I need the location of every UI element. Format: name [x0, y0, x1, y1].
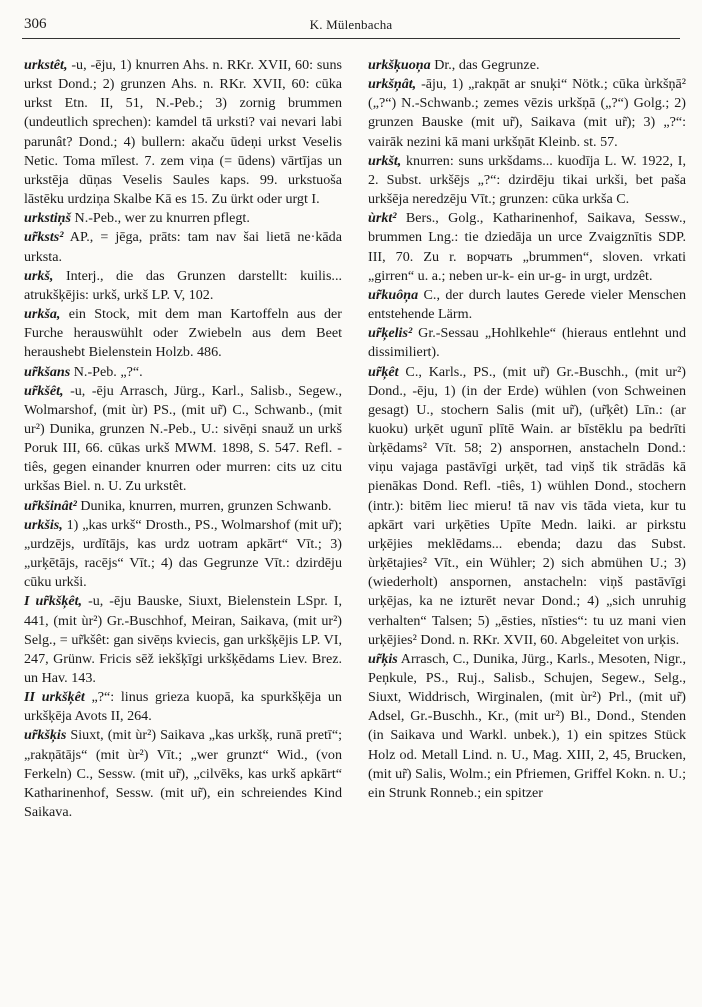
- entry-body: -u, -ēju Bauske, Siuxt, Bielenstein LSpr. I, 441, (mit ùr²) Gr.-Buschhof, Meiran, Saikava, (mit ur²) Selg., = ur̃kšêt: gan sivēņs kviecis, gan urkšķējis LP. VI, 247, Grünw. Fricis sēž iekšķīgi urkšķēdams Liev. Brez. un Hav. 143.: [24, 593, 343, 686]
- entry-body: Dunika, knurren, murren, grunzen Schwanb.: [76, 497, 332, 514]
- entry-headword: urkstiņš: [24, 210, 72, 227]
- dictionary-entry: [368, 75, 686, 152]
- entry-body: N.-Peb. „?“.: [70, 363, 143, 380]
- entry-body: -u, -ēju Arrasch, Jürg., Karl., Salisb., Segew., Wolmarshof, (mit ùr) PS., (mit ur̃) C., Schwanb., (mit ur²) Dunika, grunzen N.-Peb., U.: sivēņi snauž un urkš Poruk III, 66. cūkas urkš MWM. 1898, S. 547. Refl. -tiês, gegen einander knurren oder murren: cits uz citu urkšas Biel. n. U. Zu urkstêt.: [24, 382, 342, 495]
- dictionary-entry: [24, 688, 342, 726]
- entry-headword: ur̃ķelis²: [368, 325, 413, 342]
- entry-body: AP., = jēga, prāts: tam nav šai lietā ne·kāda urksta.: [24, 229, 342, 265]
- entry-headword: ur̃kuôņa: [368, 286, 419, 303]
- dictionary-entry: [24, 592, 342, 688]
- entry-body: „?“: linus grieza kuopā, ka spurkšķēja un urkšķēja Avots II, 264.: [24, 689, 342, 725]
- dictionary-entry: [24, 726, 342, 822]
- entry-body: Gr.-Sessau „Hohlkehle“ (hieraus entlehnt und dissimiliert).: [368, 325, 686, 361]
- entry-headword: ur̃ķis: [368, 650, 398, 667]
- dictionary-entry: [24, 363, 342, 382]
- entry-body: Bers., Golg., Katharinenhof, Saikava, Sessw., brummen Lng.: tie dziedāja un urce Zvaigznītis SDP. III, 70. Zu r. ворчать „brummen“, sloven. vrkati „girren“ u. a.; neben ur-k- ein ur-g- in urgt, urdzêt.: [368, 210, 686, 284]
- entry-headword: urkšķuoņa: [368, 57, 431, 73]
- entry-headword: urkstêt,: [24, 57, 68, 73]
- page-number: 306: [24, 16, 47, 32]
- entry-body: -āju, 1) „rakņāt ar snuķi“ Nötk.; cūka ùrkšņā² („?“) N.-Schwanb.; zemes vēzis urkšņā („?“) Golg.; 2) grunzen Bauske (mit ur̃), Saikava (mit ur̃); 3) „?“: vairāk nezini kā mani urkšņāt Kleinb. st. 57.: [368, 76, 686, 150]
- entry-body: knurren: suns urkšdams... kuodīja L. W. 1922, I, 2. Subst. urkšējs „?“: dzirdēju tikai urkši, bet paša urkšēja neredzēju Vīt.; grunzen: cūka urkša C.: [368, 152, 686, 208]
- running-head: K. Mülenbacha: [309, 17, 393, 32]
- dictionary-entry: [368, 152, 686, 209]
- entry-headword: urkšņât,: [368, 76, 417, 93]
- entry-body: -u, -ēju, 1) knurren Ahs. n. RKr. XVII, 60: suns urkst Dond.; 2) grunzen Ahs. n. RKr. XVII, 60: cūka urkst Etn. II, 51, N.-Peb.; 3) zornig brummen (undeutlich sprechen): kamdel tā urksti? vai nevari labi parunât? Dond.; 4) bullern: akaču ūdeņi urkst Veselis Netic. Toma mīlest. 7. zem viņa (= ūdens) vārtījas un urkstēja dūņas Veselis Saules kaps. 99. urkstuoša lāstēku urdziņa Skalbe Kā es 15. Zu ürkt oder urgt I.: [24, 57, 342, 208]
- entry-body: Siuxt, (mit ùr²) Saikava „kas urkšķ, runā pretī“; „rakņātājs“ (mit ùr²) Vīt.; „wer grunzt“ Wid., (von Ferkeln) C., Sessw. (mit ur̃), „cilvēks, kas urkš apkārt“ Katharinenhof, Sessw. (mit ur̃), ein schreiendes Kind Saikava.: [24, 727, 342, 821]
- entry-headword: I ur̃kšķêt,: [24, 593, 83, 610]
- dictionary-entry: [24, 228, 342, 266]
- entry-body: C., der durch lautes Gerede vieler Menschen entstehende Lärm.: [368, 286, 686, 323]
- dictionary-entry: [368, 286, 686, 324]
- entry-body: Arrasch, C., Dunika, Jürg., Karls., Mesoten, Nigr., Peņkule, PS., Ruj., Salisb., Schujen, Segew., Selg., Siuxt, Widdrisch, Wirginalen, (mit ùr²) Prl., (mit ur̃) Adsel, Gr.-Buschh., Kr., (mit ur²) Bl., Dond., Stenden (in Saikava und Warkl. unbek.), 1) ein spitzes Stück Holz od. Metall Lind. n. U., Mag. XIII, 2, 45, Brucken, (mit ur̃) Salis, Wolm.; ein Pfriemen, Griffel Kokn. n. U.; ein Strunk Ronneb.; ein spitzer: [368, 650, 686, 801]
- dictionary-entry: [368, 56, 686, 75]
- dictionary-entry: [24, 497, 342, 516]
- entry-body: Interj., die das Grunzen darstellt: kuilis... atrukšķējis: urkš, urkš LP. V, 102.: [24, 267, 342, 303]
- entry-body: ein Stock, mit dem man Kartoffeln aus der Furche herauswühlt oder Zwiebeln aus dem Beet heraushebt Bielenstein Holzb. 486.: [24, 306, 342, 361]
- dictionary-entry: [24, 209, 342, 228]
- dictionary-entry: [24, 305, 342, 362]
- entry-body: 1) „kas urkš“ Drosth., PS., Wolmarshof (mit ur̃); „urdzējs, urdītājs, kas urdz uotram apkārt“ Vīt.; 3) „urķētājs, racējs“ Vīt.; 4) das Gegrunze Vīt.: dzirdēju cūku urkši.: [24, 516, 342, 591]
- entry-body: N.-Peb., wer zu knurren pflegt.: [71, 210, 250, 227]
- dictionary-entry: [24, 382, 342, 497]
- entry-headword: urkšt,: [368, 152, 402, 169]
- entry-headword: ur̃kšķis: [24, 727, 67, 744]
- dictionary-entry: [368, 650, 686, 803]
- left-column: [24, 56, 342, 822]
- dictionary-entry: [368, 209, 686, 286]
- dictionary-entry: [24, 56, 342, 209]
- page-header: [22, 14, 680, 39]
- entry-headword: urkša,: [24, 306, 61, 323]
- dictionary-entry: [24, 516, 342, 593]
- dictionary-entry: [368, 324, 686, 362]
- entry-headword: ur̃ķêt: [368, 363, 399, 380]
- right-column: [368, 56, 686, 803]
- entry-headword: ur̃kšêt,: [24, 382, 64, 399]
- entry-body: C., Karls., PS., (mit ur̃) Gr.-Buschh., (mit ur²) Dond., -ēju, 1) (in der Erde) wühlen (von Schweinen gesagt) U., stochern Salis (mit ur̃), (ur̃ķêt) Līn.: (ar kuoku) urķēt ugunī plītē Wain. ar bīstēklu pa bedrīti ùrķēdams² Vīt. 58; 2) ansporнen, anstacheln Dond.: viņu vajaga pastāvīgi urķēt, tad viņš tik strādās kā pienākas Dond. Refl. -tiês, 1) wühlen Dond., stochern (intr.): bitēm liec mieru! tā nav vis tāda vieta, kur tu apkārt vari urķēties Upīte Medn. laiki. ar pirkstu urķējies meklēdams... ebenda; dazu das Subst. ùrķētajies² Vīt., ein Wühler; 2) sich abmühen U.; 3) (wiederholt) anspornen, anstacheln: viņš pastāvīgi urķējas, ka ne izturēt nevar Dond.; 4) „sich unruhig verhalten“ Talsen; 5) „ēsties, nīsties“: tu uz mani vien urķējies² Dond. n. RKr. XVII, 60. Abgeleitet von urķis.: [368, 363, 686, 648]
- entry-headword: II urkšķêt: [24, 689, 85, 706]
- dictionary-entry: [368, 363, 686, 650]
- entry-headword: ur̃ksts²: [24, 229, 64, 246]
- entry-body: Dr., das Gegrunze.: [430, 57, 540, 73]
- dictionary-entry: [24, 267, 342, 305]
- entry-headword: ur̃kšans: [24, 363, 71, 380]
- entry-headword: urkš,: [24, 267, 54, 284]
- entry-headword: urkšis,: [24, 516, 63, 533]
- entry-headword: ur̃kšinât²: [24, 497, 77, 514]
- entry-headword: ùrkt²: [368, 210, 397, 227]
